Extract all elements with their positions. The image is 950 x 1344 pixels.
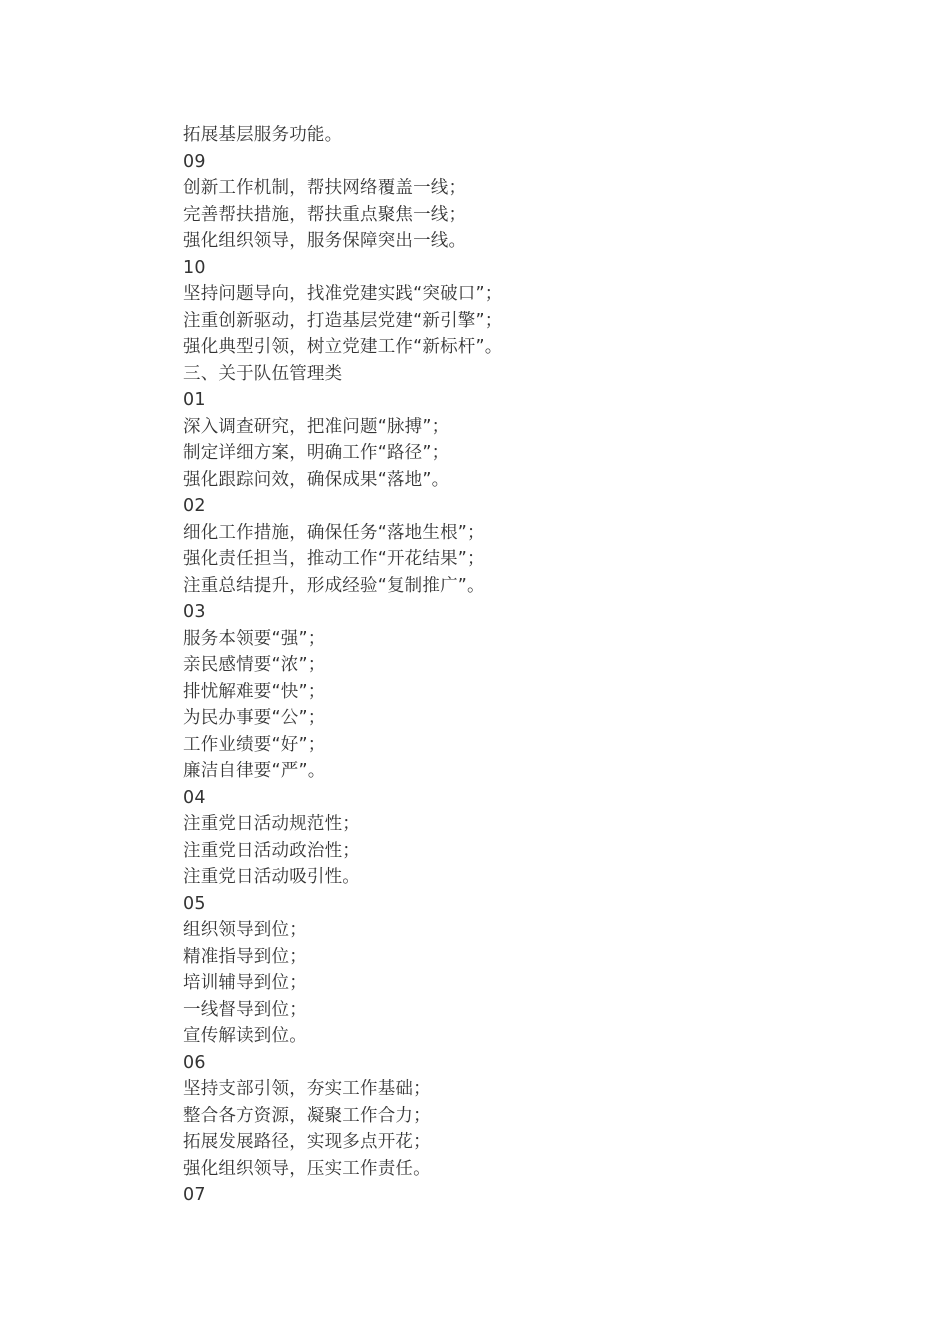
text-line: 培训辅导到位； bbox=[183, 973, 307, 993]
text-line: 亲民感情要“浓”； bbox=[183, 655, 326, 675]
section-number: 02 bbox=[183, 496, 206, 516]
text-line: 深入调查研究，把准问题“脉搏”； bbox=[183, 416, 450, 437]
text-line: 坚持支部引领，夯实工作基础； bbox=[183, 1079, 431, 1099]
text-line: 服务本领要“强”； bbox=[183, 628, 326, 649]
text-line: 精准指导到位； bbox=[183, 946, 307, 967]
section-number: 01 bbox=[183, 390, 206, 410]
text-line: 强化组织领导，压实工作责任。 bbox=[183, 1158, 431, 1179]
text-line: 拓展基层服务功能。 bbox=[183, 125, 343, 145]
text-line: 制定详细方案，明确工作“路径”； bbox=[183, 443, 450, 463]
text-line: 工作业绩要“好”； bbox=[183, 734, 326, 755]
section-number: 05 bbox=[183, 893, 206, 914]
text-line: 宣传解读到位。 bbox=[183, 1026, 307, 1046]
text-line: 拓展发展路径，实现多点开花； bbox=[183, 1132, 431, 1152]
text-line: 排忧解难要“快”； bbox=[183, 681, 326, 702]
text-line: 完善帮扶措施，帮扶重点聚焦一线； bbox=[183, 204, 467, 225]
text-line: 强化责任担当，推动工作“开花结果”； bbox=[183, 549, 485, 569]
text-line: 强化典型引领，树立党建工作“新标杆”。 bbox=[183, 337, 503, 357]
section-number: 03 bbox=[183, 602, 206, 622]
text-line: 整合各方资源，凝聚工作合力； bbox=[183, 1105, 431, 1126]
section-heading: 三、关于队伍管理类 bbox=[183, 363, 343, 384]
text-line: 注重党日活动政治性； bbox=[183, 840, 360, 861]
section-number: 10 bbox=[183, 257, 206, 278]
text-line: 注重党日活动吸引性。 bbox=[183, 867, 360, 887]
text-line: 一线督导到位； bbox=[183, 999, 307, 1020]
text-line: 坚持问题导向，找准党建实践“突破口”； bbox=[183, 284, 503, 304]
text-line: 细化工作措施，确保任务“落地生根”； bbox=[183, 522, 485, 543]
text-line: 注重党日活动规范性； bbox=[183, 814, 360, 834]
section-number: 04 bbox=[183, 787, 206, 808]
section-number: 06 bbox=[183, 1052, 206, 1073]
section-number: 09 bbox=[183, 151, 206, 172]
text-line: 注重总结提升，形成经验“复制推广”。 bbox=[183, 575, 485, 596]
text-line: 创新工作机制，帮扶网络覆盖一线； bbox=[183, 178, 467, 198]
text-line: 强化组织领导，服务保障突出一线。 bbox=[183, 231, 467, 251]
text-line: 组织领导到位； bbox=[183, 920, 307, 940]
section-number: 07 bbox=[183, 1185, 206, 1205]
text-line: 廉洁自律要“严”。 bbox=[183, 761, 326, 781]
text-line: 为民办事要“公”； bbox=[183, 708, 326, 728]
text-line: 注重创新驱动，打造基层党建“新引擎”； bbox=[183, 310, 503, 331]
document-body bbox=[183, 122, 883, 1209]
text-line: 强化跟踪问效，确保成果“落地”。 bbox=[183, 469, 450, 490]
